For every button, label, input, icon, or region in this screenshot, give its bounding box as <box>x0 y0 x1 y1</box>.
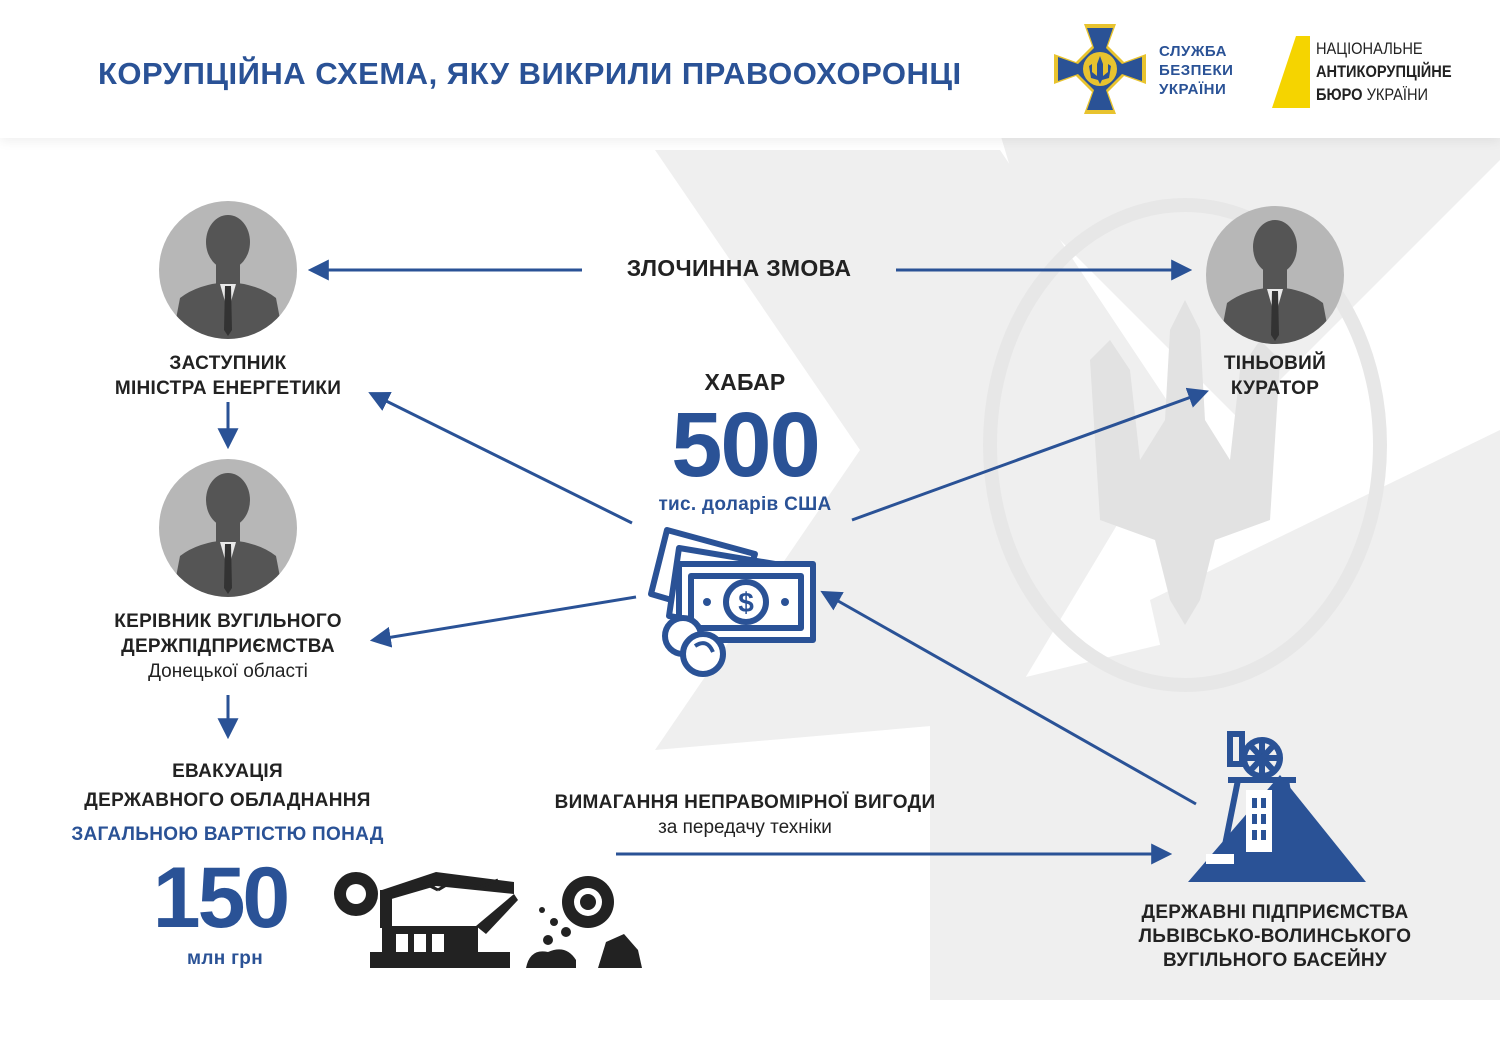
head-line1: КЕРІВНИК ВУГІЛЬНОГО <box>114 611 342 632</box>
svg-text:$: $ <box>738 587 754 618</box>
nabu-logo-line2: АНТИКОРУПЦІЙНЕ <box>1316 62 1452 81</box>
coal-mine-icon <box>1188 730 1368 885</box>
header <box>0 0 1500 138</box>
conspiracy-label: ЗЛОЧИННА ЗМОВА <box>626 255 852 281</box>
nabu-logo-line3 <box>1316 83 1452 106</box>
money-icon <box>645 520 825 685</box>
nabu-logo-line3-rest: УКРАЇНИ <box>1362 85 1429 104</box>
deputy-line2: МІНІСТРА ЕНЕРГЕТИКИ <box>114 378 342 399</box>
enterprises-line2: ЛЬВІВСЬКО-ВОЛИНСЬКОГО <box>1138 926 1412 947</box>
curator-line1: ТІНЬОВИЙ <box>1223 353 1327 374</box>
nabu-logo-line3-bold: БЮРО <box>1316 85 1363 104</box>
head-line2: ДЕРЖПІДПРИЄМСТВА <box>121 636 335 657</box>
nabu-logo-line1: НАЦІОНАЛЬНЕ <box>1316 39 1423 58</box>
nabu-logo-icon <box>1272 36 1310 108</box>
curator-line2: КУРАТОР <box>1230 378 1320 399</box>
evacuation-line3: ЗАГАЛЬНОЮ ВАРТІСТЮ ПОНАД <box>71 824 384 845</box>
sbu-logo-line2: БЕЗПЕКИ <box>1159 62 1234 79</box>
excavator-icon <box>326 860 646 970</box>
nabu-logo-text <box>1316 37 1452 106</box>
evacuation-line1: ЕВАКУАЦІЯ <box>172 761 283 782</box>
head-line3: Донецької області <box>148 661 308 682</box>
page-title: КОРУПЦІЙНА СХЕМА, ЯКУ ВИКРИЛИ ПРАВООХОРОНЦІ <box>98 56 962 91</box>
bribe-label: ХАБАР <box>704 369 786 395</box>
extortion-line1: ВИМАГАННЯ НЕПРАВОМІРНОЇ ВИГОДИ <box>554 792 936 813</box>
person-silhouette-icon <box>1205 205 1345 345</box>
enterprises-line3: ВУГІЛЬНОГО БАСЕЙНУ <box>1162 950 1388 971</box>
person-silhouette-icon <box>158 458 298 598</box>
enterprises-line1: ДЕРЖАВНІ ПІДПРИЄМСТВА <box>1141 902 1409 923</box>
bribe-amount: 500 <box>671 394 819 496</box>
sbu-emblem-icon <box>1054 24 1146 114</box>
sbu-logo-line3: УКРАЇНИ <box>1159 81 1227 98</box>
evacuation-amount: 150 <box>152 850 288 946</box>
extortion-line2: за передачу техніки <box>658 817 832 838</box>
evacuation-unit: млн грн <box>187 948 263 969</box>
sbu-logo-text <box>1159 42 1233 99</box>
deputy-line1: ЗАСТУПНИК <box>169 353 287 374</box>
evacuation-line2: ДЕРЖАВНОГО ОБЛАДНАННЯ <box>84 790 371 811</box>
person-silhouette-icon <box>158 200 298 340</box>
bribe-unit: тис. доларів США <box>658 494 832 515</box>
sbu-logo-line1: СЛУЖБА <box>1159 43 1227 60</box>
